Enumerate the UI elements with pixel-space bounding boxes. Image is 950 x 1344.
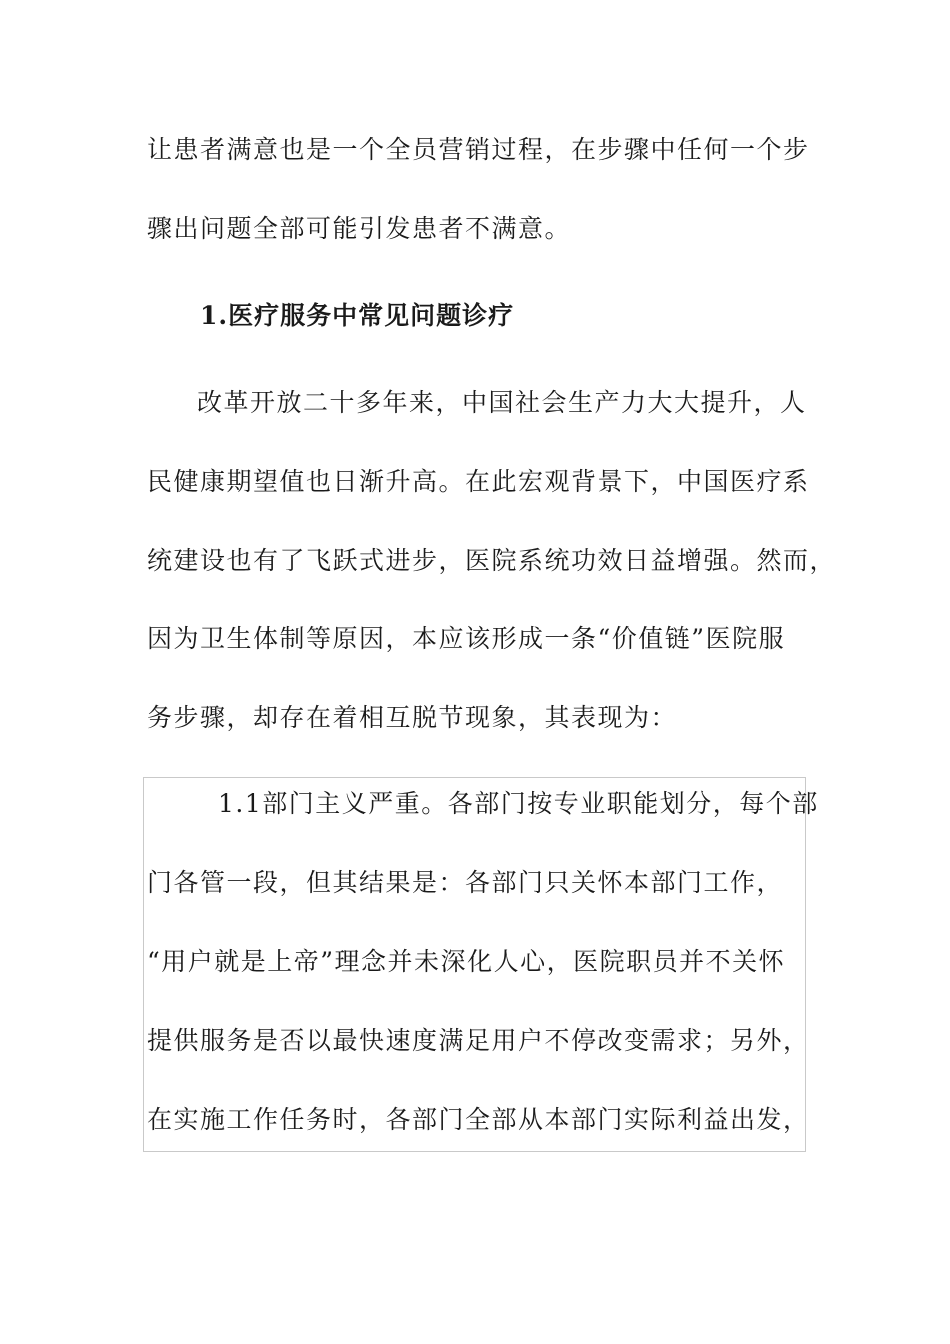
boxed-line-2: 门各管一段，但其结果是：各部门只关怀本部门工作， xyxy=(147,868,784,897)
body-line-3: 统建设也有了飞跃式进步，医院系统功效日益增强。然而， xyxy=(147,546,837,575)
boxed-line-4: 提供服务是否以最快速度满足用户不停改变需求；另外， xyxy=(147,1026,810,1055)
intro-line-2: 骤出问题全部可能引发患者不满意。 xyxy=(147,214,572,243)
boxed-paragraph xyxy=(143,777,819,1152)
boxed-line-3: “用户就是上帝”理念并未深化人心，医院职员并不关怀 xyxy=(147,947,786,976)
section-heading: 1.医疗服务中常见问题诊疗 xyxy=(200,301,515,330)
intro-line-1: 让患者满意也是一个全员营销过程，在步骤中任何一个步 xyxy=(147,135,810,164)
boxed-line-1: 1.1部门主义严重。各部门按专业职能划分，每个部 xyxy=(218,789,819,818)
body-line-1: 改革开放二十多年来，中国社会生产力大大提升，人 xyxy=(197,388,807,417)
boxed-line-5: 在实施工作任务时，各部门全部从本部门实际利益出发， xyxy=(147,1105,810,1134)
body-line-5: 务步骤，却存在着相互脱节现象，其表现为： xyxy=(147,703,678,732)
body-line-2: 民健康期望值也日渐升高。在此宏观背景下，中国医疗系 xyxy=(147,467,810,496)
body-line-4: 因为卫生体制等原因，本应该形成一条“价值链”医院服 xyxy=(147,624,786,653)
